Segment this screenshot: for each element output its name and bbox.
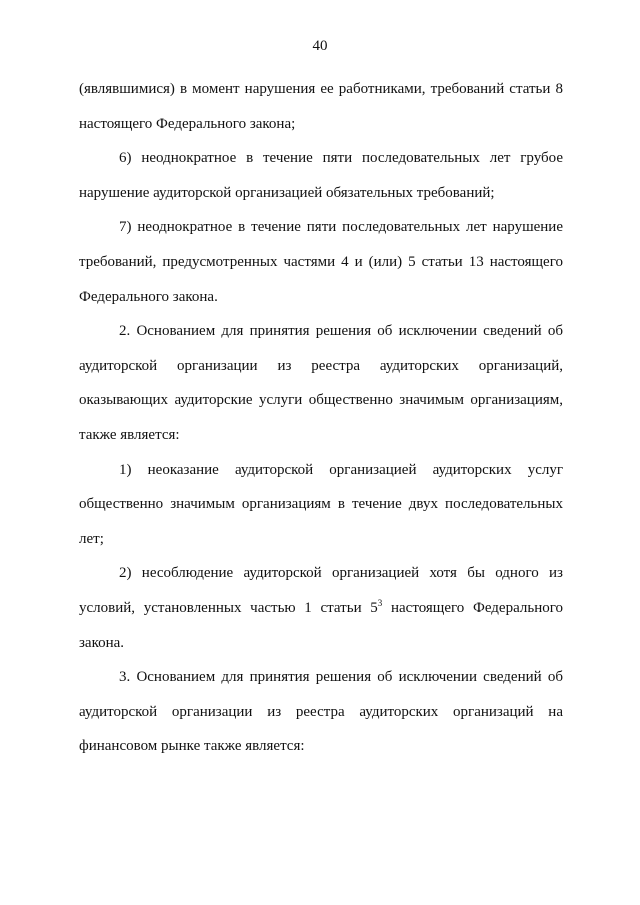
paragraph-item-7: 7) неоднократное в течение пяти последовательных лет нарушение требований, предусмотренных частями 4 и (или) 5 статьи 13 настоящего Федерального закона. [79,219,563,305]
document-body [79,72,563,764]
paragraph-section-3: 3. Основанием для принятия решения об исключении сведений об аудиторской организации из реестра аудиторских организаций на финансовом рынке также является: [79,669,563,755]
paragraph-item-6: 6) неоднократное в течение пяти последовательных лет грубое нарушение аудиторской организацией обязательных требований; [79,150,563,201]
article-superscript: 3 [377,597,383,608]
paragraph-section-2: 2. Основанием для принятия решения об исключении сведений об аудиторской организации из реестра аудиторских организаций, оказывающих аудиторские услуги общественно значимым организациям, также является: [79,323,563,443]
paragraph-section-2-item-1: 1) неоказание аудиторской организацией аудиторских услуг общественно значимым организациям в течение двух последовательных лет; [79,461,563,547]
page-number: 40 [312,38,328,54]
item-2-text-after: настоящего Федерального закона. [79,599,564,651]
paragraph-section-2-item-2 [79,556,563,660]
item-2-text-before: 2) несоблюдение аудиторской организацией хотя бы одного из условий, установленных частью 1 статьи 5 [79,565,563,616]
paragraph-continuation: (являвшимися) в момент нарушения ее работниками, требований статьи 8 настоящего Федерального закона; [79,81,563,132]
